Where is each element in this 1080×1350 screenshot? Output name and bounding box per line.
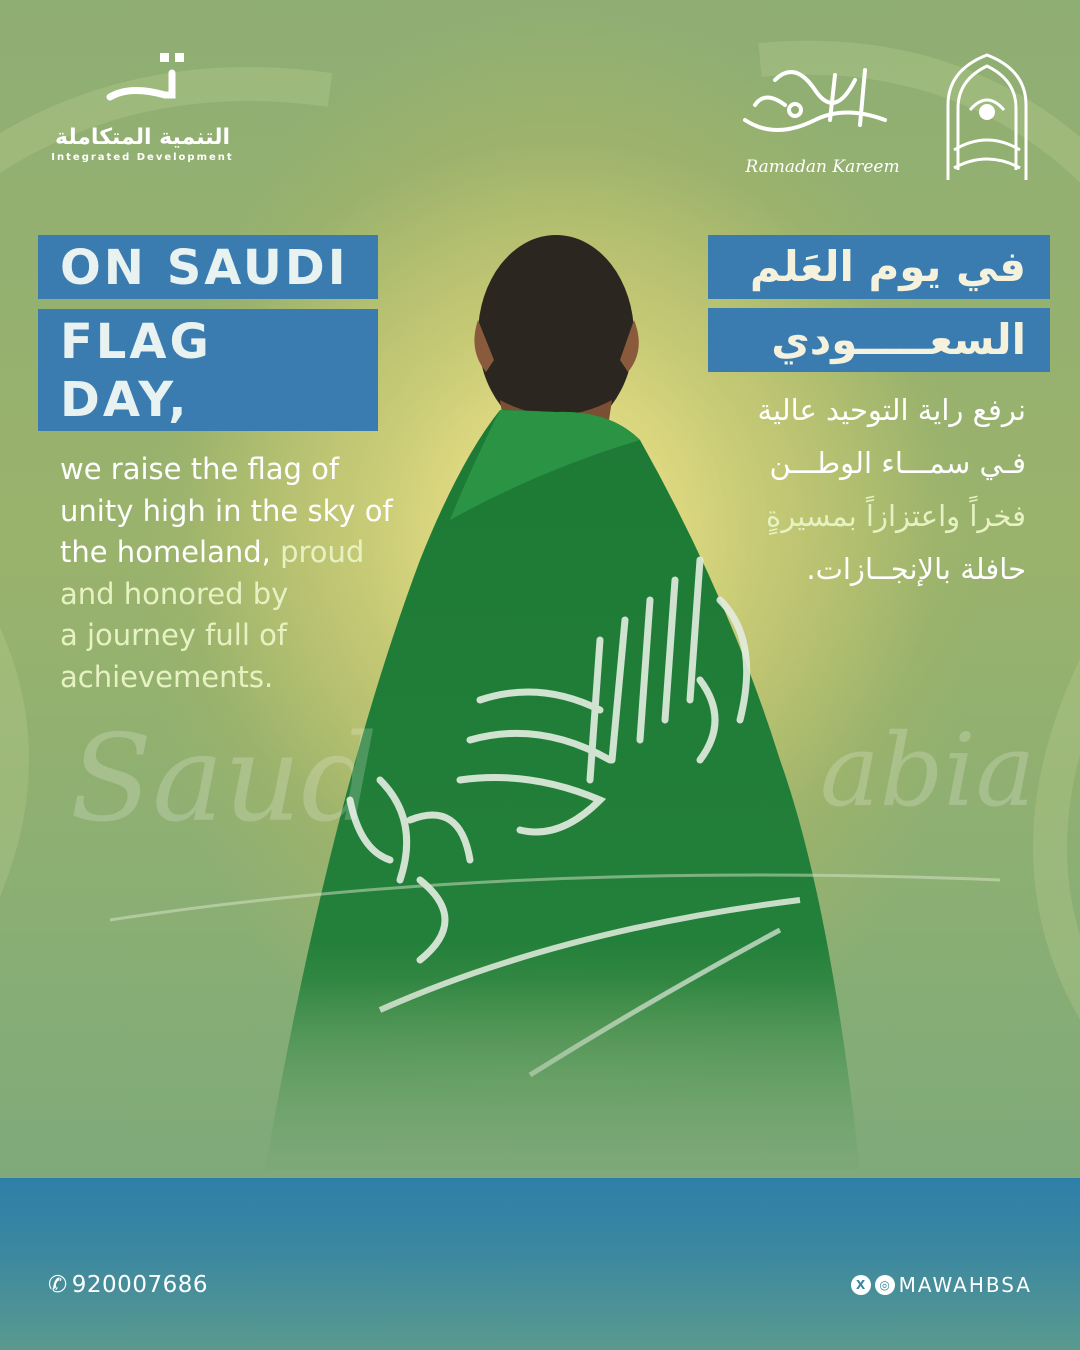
arabic-message — [708, 235, 1050, 596]
watermark-right: abia — [820, 712, 1036, 829]
english-headline-line1: ON SAUDI — [38, 235, 378, 299]
english-body-line: a journey full of — [60, 618, 288, 652]
phone-contact[interactable] — [48, 1272, 208, 1298]
english-body-line: achievements. — [60, 659, 274, 694]
integrated-development-logo — [40, 45, 245, 163]
phone-number: 920007686 — [71, 1272, 208, 1298]
brand-arabic-name: التنمية المتكاملة — [54, 125, 231, 150]
english-body-line — [60, 532, 440, 574]
mawahb-arch-icon — [940, 50, 1035, 185]
integrated-development-mark-icon — [40, 45, 245, 115]
arabic-body — [708, 384, 1026, 596]
arabic-body-line: نرفع راية التوحيد عالية — [757, 393, 1026, 427]
arabic-headline-line1: في يوم العَلم — [708, 235, 1050, 299]
brand-english-name: Integrated Development — [51, 152, 234, 163]
watermark-left: Saud — [70, 710, 378, 849]
arabic-body-line: حافلة بالإنجــازات. — [806, 552, 1026, 586]
arabic-body-line: فـي سمـــاء الوطـــن — [769, 446, 1026, 480]
arabic-body-line: فخراً واعتزازاً بمسيرةٍ — [766, 499, 1026, 533]
arabic-headline-line2: السعـــــودي — [708, 308, 1050, 372]
ramadan-caption: Ramadan Kareem — [745, 157, 900, 177]
footer-bar — [0, 1178, 1080, 1350]
english-body-fragment: the homeland, — [60, 535, 271, 569]
x-icon[interactable]: X — [851, 1275, 871, 1295]
phone-icon: ✆ — [48, 1272, 68, 1298]
ramadan-calligraphy-icon — [735, 50, 910, 150]
english-headline-line2: FLAG DAY, — [38, 309, 378, 431]
header-logos-right — [735, 50, 1035, 190]
english-body-line: and honored by — [60, 576, 289, 611]
english-message — [38, 235, 418, 698]
ramadan-kareem-logo — [735, 50, 910, 185]
social-handle[interactable] — [851, 1273, 1032, 1297]
english-body-line: we raise the flag of — [60, 452, 340, 486]
english-body — [60, 449, 440, 698]
instagram-icon[interactable]: ◎ — [875, 1275, 895, 1295]
english-body-line: unity high in the sky of — [60, 493, 393, 528]
english-body-fragment: proud — [280, 535, 365, 569]
mawahb-logo — [940, 50, 1035, 185]
social-handle-text: MAWAHBSA — [898, 1273, 1032, 1297]
